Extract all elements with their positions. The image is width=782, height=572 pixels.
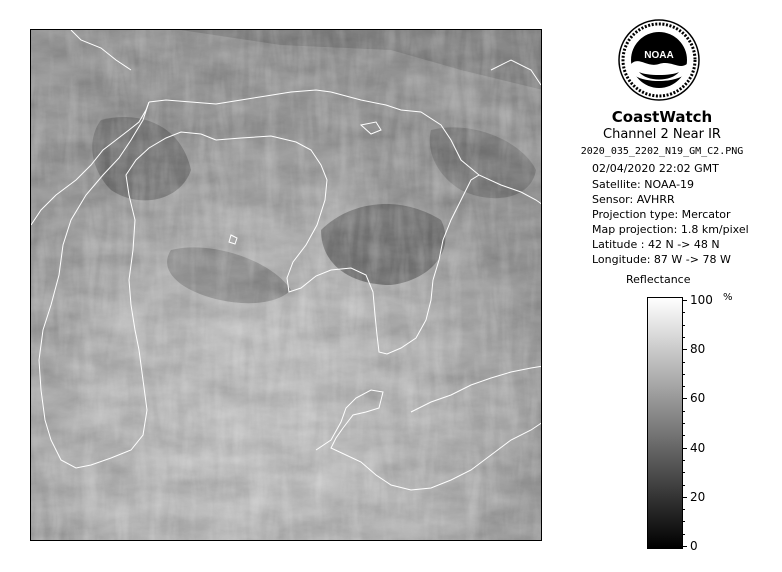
colorbar-minor-tick xyxy=(683,374,685,375)
colorbar-tick-label: 60 xyxy=(690,391,706,406)
colorbar-minor-tick xyxy=(683,325,685,326)
noaa-logo-text: NOAA xyxy=(644,50,674,61)
colorbar-unit: % xyxy=(723,292,733,303)
colorbar-tick-label: 100 xyxy=(690,293,713,307)
brand-title: CoastWatch xyxy=(611,108,713,126)
sensor-label: Sensor: AVHRR xyxy=(592,193,675,206)
colorbar-tick-label: 80 xyxy=(690,342,706,357)
filename-label: 2020_035_2202_N19_GM_C2.PNG xyxy=(580,146,744,157)
colorbar-minor-tick xyxy=(683,460,685,461)
colorbar-minor-tick xyxy=(683,423,685,424)
colorbar-tick-label: 20 xyxy=(690,489,706,504)
map-projection-label: Map projection: 1.8 km/pixel xyxy=(592,223,749,236)
colorbar-minor-tick xyxy=(683,411,685,412)
colorbar-minor-tick xyxy=(683,337,685,338)
colorbar-minor-tick xyxy=(683,349,685,350)
satellite-map xyxy=(30,29,542,541)
colorbar-minor-tick xyxy=(683,546,685,547)
colorbar-minor-tick xyxy=(683,448,685,449)
cloud-streaks xyxy=(31,30,542,541)
colorbar-minor-tick xyxy=(683,534,685,535)
colorbar-minor-tick xyxy=(683,362,685,363)
colorbar-minor-tick xyxy=(683,485,685,486)
projection-type-label: Projection type: Mercator xyxy=(592,208,731,221)
colorbar-minor-tick xyxy=(683,398,685,399)
colorbar-minor-tick xyxy=(683,435,685,436)
colorbar-minor-tick xyxy=(683,497,685,498)
noaa-logo-graphic xyxy=(617,12,701,108)
colorbar-minor-tick xyxy=(683,386,685,387)
datetime-label: 02/04/2020 22:02 GMT xyxy=(592,162,719,175)
colorbar-title: Reflectance xyxy=(626,273,691,286)
longitude-label: Longitude: 87 W -> 78 W xyxy=(592,253,731,266)
latitude-label: Latitude : 42 N -> 48 N xyxy=(592,238,720,251)
colorbar xyxy=(647,297,683,549)
colorbar-minor-tick xyxy=(683,472,685,473)
map-svg xyxy=(31,30,542,541)
satellite-label: Satellite: NOAA-19 xyxy=(592,178,695,191)
colorbar-minor-tick xyxy=(683,300,685,301)
colorbar-tick-label: 40 xyxy=(690,440,706,455)
colorbar-tick-label: 0 xyxy=(690,539,698,553)
colorbar-minor-tick xyxy=(683,521,685,522)
colorbar-minor-tick xyxy=(683,312,685,313)
noaa-logo xyxy=(617,12,701,108)
colorbar-minor-tick xyxy=(683,509,685,510)
channel-label: Channel 2 Near IR xyxy=(603,127,721,142)
